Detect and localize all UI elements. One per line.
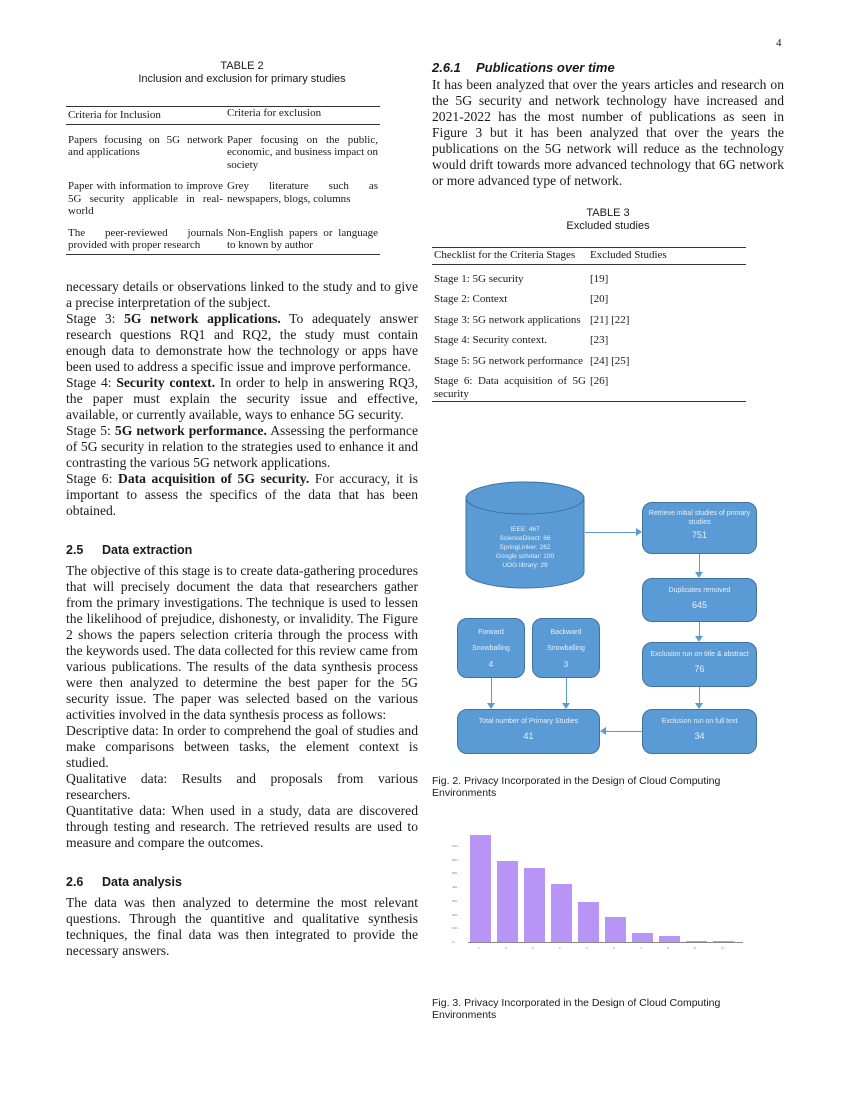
box-value: 41 <box>523 731 534 741</box>
chart-bar <box>578 902 599 942</box>
arrow-line <box>605 731 642 732</box>
table3-cell: [19] <box>590 272 609 285</box>
table3-label: TABLE 3 <box>586 207 630 219</box>
box-label: Snowballing <box>472 645 510 652</box>
box-value: 751 <box>691 530 708 540</box>
stage-3-paragraph <box>66 311 418 375</box>
stage-prefix: Stage 3: <box>66 310 125 326</box>
stage-prefix: Stage 4: <box>66 374 117 390</box>
y-tick-label: 400 – <box>452 885 460 889</box>
table2-header-row <box>66 107 380 125</box>
table2-cell: The peer-reviewed journals provided with proper research <box>68 226 223 251</box>
x-tick-label: 6 <box>611 945 616 951</box>
figure2-flow-diagram <box>455 475 785 760</box>
table2 <box>66 106 380 255</box>
stage-text: To adequately answer research questions RQ1 and RQ2, the study must contain enough data to demonstrate how the technology or apps have been used to address a specific issue and improve performance. <box>66 310 418 374</box>
stage-text: For accuracy, it is important to assess the specifics of the data that has been obtained. <box>66 470 418 518</box>
figure3-caption: Fig. 3. Privacy Incorporated in the Design of Cloud Computing Environments <box>432 997 721 1021</box>
total-primary-studies-box <box>457 709 600 754</box>
section-title: Publications over time <box>476 60 615 75</box>
y-tick-label: 600 – <box>452 857 460 862</box>
table3-title: Excluded studies <box>566 220 650 232</box>
retrieve-initial-studies-box <box>642 502 757 554</box>
arrow-left-icon <box>600 727 606 735</box>
box-value: 3 <box>563 660 569 669</box>
chart-bar <box>524 868 545 942</box>
table3-cell: Stage 6: Data acquisition of 5G security <box>434 375 586 400</box>
table2-cell: Papers focusing on 5G network and applications <box>68 133 223 158</box>
stage-6-paragraph <box>66 471 418 519</box>
arrow-line <box>491 678 492 705</box>
y-tick-label: 100 – <box>452 926 460 931</box>
table3-cell: Stage 3: 5G network applications <box>434 313 581 326</box>
table-row <box>432 326 746 347</box>
stage-title: Security context. <box>116 374 216 390</box>
box-label: Duplicates removed <box>668 587 731 594</box>
stage-prefix: Stage 6: <box>66 470 118 486</box>
box-value: 34 <box>694 731 705 741</box>
x-tick-label: 4 <box>557 945 562 951</box>
database-line: UOG library: 29 <box>502 562 548 569</box>
table3-header-checklist: Checklist for the Criteria Stages <box>434 249 576 261</box>
database-line: ScienceDirect: 66 <box>499 535 551 542</box>
x-tick-label: 8 <box>665 945 670 951</box>
database-sources <box>465 525 585 570</box>
database-line: SpringLinker: 262 <box>499 544 551 551</box>
right-column <box>432 60 784 402</box>
y-tick-label: 500 – <box>452 871 460 876</box>
x-tick-label: 10 <box>720 945 726 951</box>
intro-paragraph: necessary details or observations linked to the study and to give a precise interpretation of the subject. <box>66 278 418 310</box>
section-number: 2.6 <box>66 874 84 889</box>
section-2-6-1-heading <box>432 60 784 75</box>
backward-snowballing-box <box>532 618 600 678</box>
section-title: Data extraction <box>102 542 193 557</box>
table-row <box>432 264 746 285</box>
box-value: 4 <box>488 660 494 669</box>
table2-header-inclusion: Criteria for Inclusion <box>68 109 161 121</box>
chart-bar <box>497 861 518 942</box>
y-tick-label: 200 – <box>452 912 460 917</box>
stage-text: Assessing the performance of 5G security in relation to the strategies used to enhance it and contrasting the various 5G network applications. <box>66 422 418 470</box>
figure3-bar-chart <box>448 825 758 960</box>
table2-label: TABLE 2 <box>220 60 264 72</box>
arrow-line <box>585 532 636 533</box>
table-row <box>432 306 746 327</box>
x-axis <box>468 942 743 943</box>
x-tick-label: 1 <box>476 945 481 951</box>
section-2-6-1-body: It has been analyzed that over the years articles and research on the 5G security and network technology have increased and 2021-2022 has the most number of publications as seen in Figure 3 but it has been analyzed that over the years the publications on the 5G network will reduce as the technology would drift towards more advanced technology that 6G network or more advanced type of network. <box>432 77 784 188</box>
stage-title: 5G network performance. <box>114 422 267 438</box>
arrow-line <box>566 678 567 705</box>
box-label: Exclusion run on title & abstract <box>650 651 749 658</box>
y-tick-label: 300 – <box>452 898 460 903</box>
database-line: IEEE: 467 <box>510 526 540 533</box>
box-label: Retrieve initial studies of primary studies <box>648 510 751 526</box>
x-tick-label: 7 <box>638 945 643 951</box>
stage-5-paragraph <box>66 423 418 471</box>
table2-cell: Paper with information to improve 5G security applicable in real-world <box>68 180 223 217</box>
table3-cell: [24] [25] <box>590 354 630 367</box>
chart-bar <box>470 835 491 942</box>
table3-cell: Stage 4: Security context. <box>434 334 548 346</box>
box-label: Snowballing <box>547 645 585 652</box>
figure2-caption: Fig. 2. Privacy Incorporated in the Design of Cloud Computing Environments <box>432 775 721 799</box>
chart-bar <box>686 941 707 942</box>
table-row <box>66 171 380 218</box>
table3 <box>432 247 746 402</box>
stage-text: In order to help in answering RQ3, the paper must explain the security issue and effective, available, or currently available, ways to enhance 5G security. <box>66 374 418 422</box>
stage-title: Data acquisition of 5G security. <box>118 470 310 486</box>
forward-snowballing-box <box>457 618 525 678</box>
y-tick-label: 0 – <box>452 940 457 944</box>
x-tick-label: 2 <box>503 945 508 951</box>
x-tick-label: 5 <box>584 945 589 951</box>
table2-header-exclusion: Criteria for exclusion <box>227 107 322 119</box>
table-row <box>66 218 380 255</box>
box-value: 76 <box>694 664 705 674</box>
section-title: Data analysis <box>102 874 182 889</box>
x-tick-label: 3 <box>530 945 535 951</box>
arrow-line <box>699 554 700 574</box>
x-tick-label: 9 <box>692 945 697 951</box>
y-tick-label: 700 – <box>452 843 460 848</box>
table-row <box>66 124 380 171</box>
section-2-5-heading <box>66 543 418 557</box>
table2-cell: Paper focusing on the public, economic, and business impact on society <box>227 133 378 171</box>
chart-bar <box>659 936 680 942</box>
section-number: 2.5 <box>66 542 84 557</box>
left-column <box>66 60 418 959</box>
section-2-5-body: The objective of this stage is to create data-gathering procedures that will precisely document the data that researchers gather from the primary investigations. The technique is used to lessen the likelihood of prejudice, dishonesty, or invalidity. The Figure 2 shows the papers selection criteria through the process with the keywords used. The data collected for this review came from various publications. The results of the data synthesis process were then analyzed to determine the best paper for the 5G security issue. The paper was selected based on the various activities involved in the data synthesis process as follows: <box>66 562 418 722</box>
table3-cell: [23] <box>590 334 609 346</box>
table3-header-row <box>432 248 746 265</box>
box-value: 645 <box>691 600 708 610</box>
box-label: Total number of Primary Studies <box>478 718 579 725</box>
duplicates-removed-box <box>642 578 757 622</box>
table3-cell: [20] <box>590 293 609 305</box>
table-row <box>432 347 746 368</box>
table3-cell: Stage 1: 5G security <box>434 272 524 285</box>
chart-bar <box>632 933 653 942</box>
section-number: 2.6.1 <box>432 60 461 75</box>
stage-4-paragraph <box>66 375 418 423</box>
section-2-6-heading <box>66 875 418 889</box>
box-label: Backward <box>550 629 582 636</box>
table-row <box>432 285 746 306</box>
table3-cell: Stage 5: 5G network performance <box>434 354 584 367</box>
table3-header-excluded: Excluded Studies <box>590 249 667 261</box>
table2-title: Inclusion and exclusion for primary studies <box>138 73 346 85</box>
chart-bar <box>605 917 626 942</box>
table3-cell: [26] <box>590 375 609 387</box>
page-number: 4 <box>776 37 782 49</box>
chart-bar <box>551 884 572 942</box>
box-label: Exclusion run on full text <box>661 718 738 725</box>
table3-cell: Stage 2: Context <box>434 293 508 305</box>
exclusion-title-abstract-box <box>642 642 757 687</box>
table2-cell: Non-English papers or language to known by author <box>227 226 378 251</box>
exclusion-full-text-box <box>642 709 757 754</box>
descriptive-data-item: Descriptive data: In order to comprehend the goal of studies and make comparisons between tasks, the element context is studied. <box>66 722 418 770</box>
table3-cell: [21] [22] <box>590 313 630 326</box>
database-line: Google scholar: 100 <box>495 553 555 560</box>
table2-cell: Grey literature such as newspapers, blogs, columns <box>227 180 378 205</box>
table-row <box>432 367 746 402</box>
stage-prefix: Stage 5: <box>66 422 115 438</box>
chart-bar <box>713 941 734 942</box>
section-2-6-body: The data was then analyzed to determine the most relevant questions. Through the quantitive and qualitative synthesis techniques, the final data was then integrated to provide the necessary answers. <box>66 894 418 958</box>
quantitative-data-item: Quantitative data: When used in a study, data are discovered through testing and research. The retrieved results are used to measure and compare the outcomes. <box>66 802 418 850</box>
box-label: Forward <box>478 629 504 636</box>
stage-title: 5G network applications. <box>124 310 281 326</box>
qualitative-data-item: Qualitative data: Results and proposals from various researchers. <box>66 770 418 802</box>
